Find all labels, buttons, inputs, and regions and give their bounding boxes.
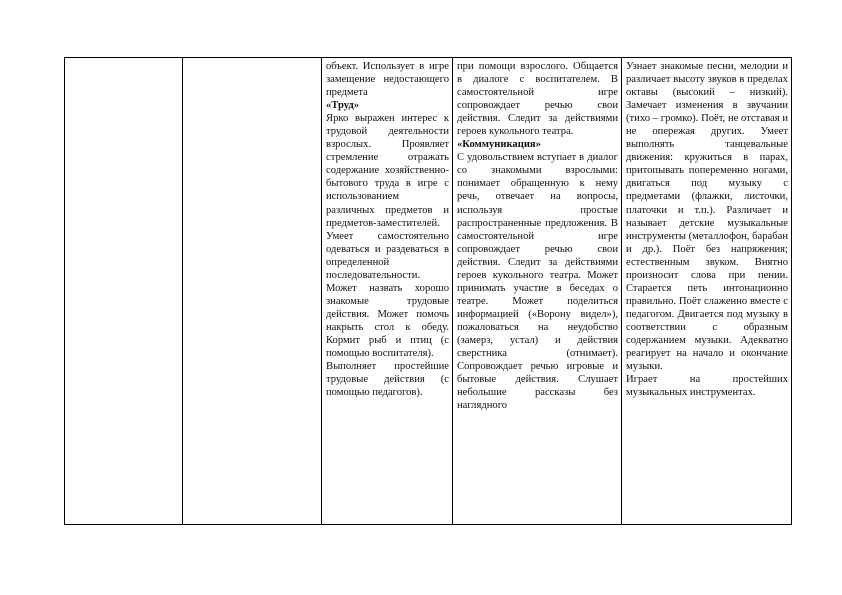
paragraph: Может назвать хорошо знакомые трудовые действия. Может помочь накрыть стол к обеду. Кормит рыб и птиц (с помощью воспитателя).: [326, 282, 449, 360]
section-heading-labor: «Труд»: [326, 100, 359, 112]
paragraph: Узнает знакомые песни, мелодии и различает высоту звуков в пределах октавы (высокий – низкий). Замечает изменения в звучании (тихо – громко). Поёт, не отставая и не опережая других. Умеет выполнять танцевальные движения: кружиться в парах, притопывать попеременно ногами, двигаться под музыку с предметами (флажки, листочки, платочки и т.п.). Различает и называет детские музыкальные инструменты (металлофон, барабан и др.). Поёт без напряжения; естественным звуком. Внятно произносит слова при пении. Старается петь интонационно правильно. Поёт слаженно вместе с педагогом. Двигается под музыку в соответствии с образным содержанием музыки. Адекватно реагирует на начало и окончание музыки.: [626, 61, 788, 373]
cell-content-music: [622, 58, 791, 524]
cell-content-communication: [453, 58, 621, 524]
paragraph: С удовольствием вступает в диалог со знакомыми взрослыми: понимает обращенную к нему речь, отвечает на вопросы, используя простые распространенные предложения. В самостоятельной игре сопровождает речью свои действия. Следит за действиями героев кукольного театра. Может принимать участие в беседах о театре. Может поделиться информацией («Ворону видел»), пожаловаться на неудобство (замерз, устал) и действия сверстника (отнимает). Сопровождает речью игровые и бытовые действия. Слушает небольшие рассказы без наглядного: [457, 152, 618, 412]
cell-content-labor: [322, 58, 452, 524]
development-table: [64, 57, 792, 525]
paragraph: при помощи взрослого. Общается в диалоге с воспитателем. В самостоятельной игре сопровождает речью свои действия. Следит за действиями героев кукольного театра.: [457, 61, 618, 138]
table-cell-labor: [322, 58, 453, 525]
section-heading-communication: «Коммуникация»: [457, 139, 541, 151]
cell-content-col2: [183, 58, 321, 522]
table-cell-music: [622, 58, 792, 525]
paragraph: Ярко выражен интерес к трудовой деятельности взрослых. Проявляет стремление отражать содержание хозяйственно-бытового труда в игре с использованием различных предметов и предметов-заместителей. Умеет самостоятельно одеваться и раздеваться в определенной последовательности.: [326, 113, 449, 281]
table-cell-col2: [183, 58, 322, 525]
paragraph: Выполняет простейшие трудовые действия (с помощью педагогов).: [326, 361, 449, 399]
paragraph: объект. Использует в игре замещение недостающего предмета: [326, 61, 449, 99]
table-row: [65, 58, 792, 525]
table-cell-col1: [65, 58, 183, 525]
table-cell-communication: [453, 58, 622, 525]
paragraph: Играет на простейших музыкальных инструментах.: [626, 374, 788, 399]
cell-content-col1: [65, 58, 182, 522]
